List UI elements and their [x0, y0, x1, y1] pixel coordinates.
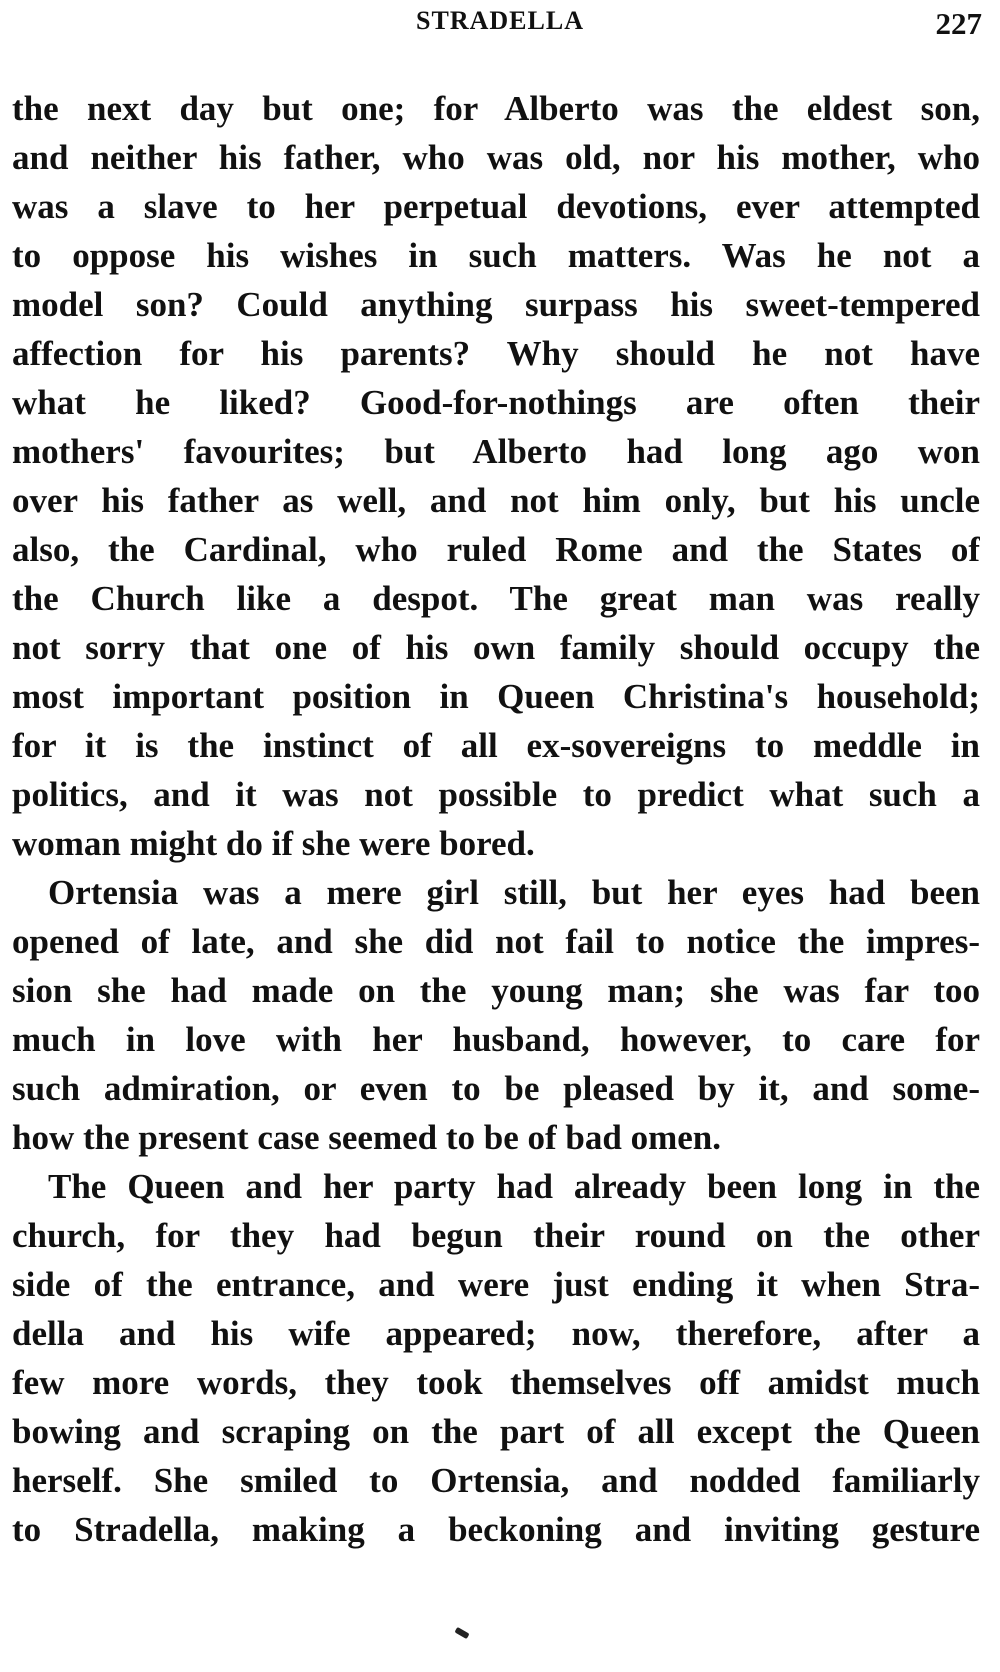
- text-line: most important position in Queen Christina's household;: [12, 677, 980, 716]
- text-line: what he liked? Good-for-nothings are often their: [12, 383, 980, 422]
- text-line: the Church like a despot. The great man was really: [12, 579, 980, 618]
- text-line: politics, and it was not possible to predict what such a: [12, 775, 980, 814]
- text-line: for it is the instinct of all ex-sovereigns to meddle in: [12, 726, 980, 765]
- paragraph: [12, 868, 980, 1162]
- page-number: 227: [935, 6, 982, 41]
- running-title: STRADELLA: [416, 6, 584, 35]
- text-line: opened of late, and she did not fail to notice the impres-: [12, 922, 980, 961]
- text-line: The Queen and her party had already been long in the: [48, 1167, 980, 1206]
- text-line: not sorry that one of his own family should occupy the: [12, 628, 980, 667]
- text-line: side of the entrance, and were just ending it when Stra-: [12, 1265, 980, 1304]
- text-line: and neither his father, who was old, nor his mother, who: [12, 138, 980, 177]
- text-line: also, the Cardinal, who ruled Rome and the States of: [12, 530, 980, 569]
- text-line: such admiration, or even to be pleased by it, and some-: [12, 1069, 980, 1108]
- text-line: church, for they had begun their round on the other: [12, 1216, 980, 1255]
- text-line: della and his wife appeared; now, therefore, after a: [12, 1314, 980, 1353]
- text-line: over his father as well, and not him only, but his uncle: [12, 481, 980, 520]
- paragraph: [12, 84, 980, 868]
- paragraph: [12, 1162, 980, 1554]
- text-line: much in love with her husband, however, to care for: [12, 1020, 980, 1059]
- text-line: was a slave to her perpetual devotions, ever attempted: [12, 187, 980, 226]
- text-line: bowing and scraping on the part of all except the Queen: [12, 1412, 980, 1451]
- ink-mark: [454, 1627, 469, 1639]
- running-head: [0, 6, 1000, 46]
- text-line: mothers' favourites; but Alberto had long ago won: [12, 432, 980, 471]
- text-line: to Stradella, making a beckoning and inviting gesture: [12, 1510, 980, 1549]
- text-line: Ortensia was a mere girl still, but her eyes had been: [48, 873, 980, 912]
- text-line: woman might do if she were bored.: [12, 824, 535, 863]
- text-line: the next day but one; for Alberto was the eldest son,: [12, 89, 980, 128]
- text-line: herself. She smiled to Ortensia, and nodded familiarly: [12, 1461, 980, 1500]
- text-line: sion she had made on the young man; she was far too: [12, 971, 980, 1010]
- text-line: model son? Could anything surpass his sweet-tempered: [12, 285, 980, 324]
- text-line: how the present case seemed to be of bad omen.: [12, 1118, 722, 1157]
- text-line: to oppose his wishes in such matters. Was he not a: [12, 236, 980, 275]
- text-line: few more words, they took themselves off amidst much: [12, 1363, 980, 1402]
- text-line: affection for his parents? Why should he not have: [12, 334, 980, 373]
- body-text: [12, 84, 980, 1554]
